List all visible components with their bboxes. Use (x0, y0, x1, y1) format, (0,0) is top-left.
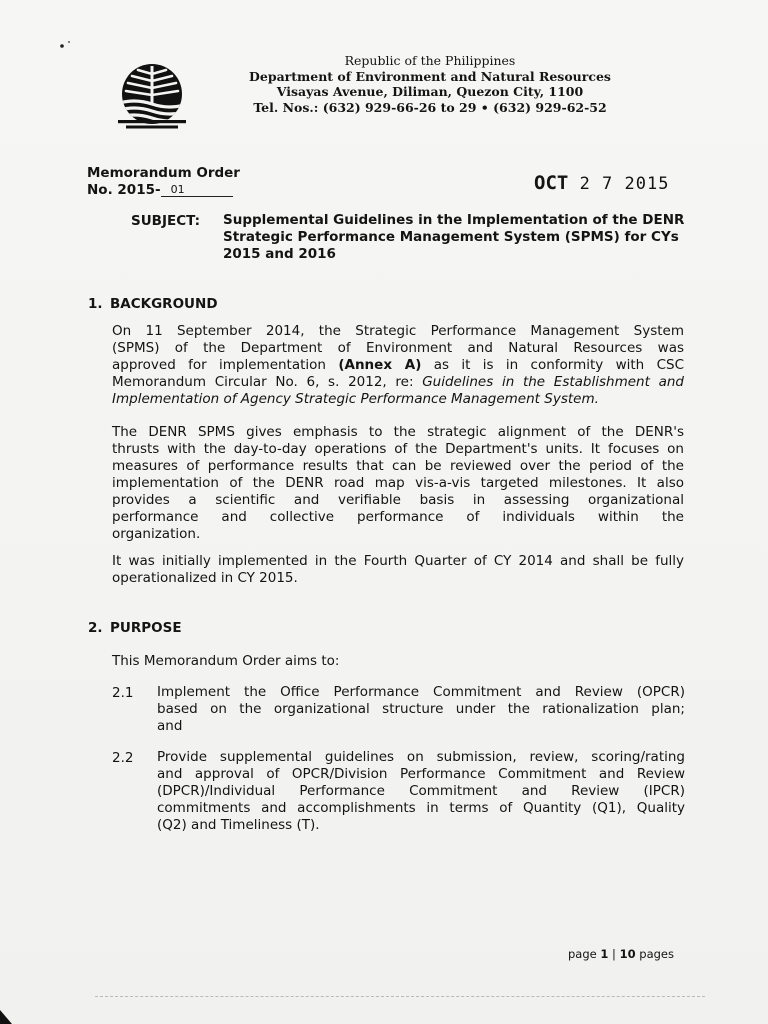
circular-title-italic: Guidelines in the Establishment and (422, 374, 684, 390)
section-title: PURPOSE (110, 620, 182, 636)
memorandum-order-heading (87, 165, 240, 199)
paragraph-line: operationalized in CY 2015. (112, 570, 298, 586)
date-day: 2 7 (579, 174, 614, 194)
list-item-number: 2.1 (112, 685, 134, 701)
scan-corner-mark (0, 1006, 14, 1024)
list-item-line: commitments and accomplishments in terms of Quantity (Q1), Quality (157, 800, 685, 816)
section-title: BACKGROUND (110, 296, 218, 312)
paragraph-line: measures of performance results that can be reviewed over the period of the (112, 458, 684, 474)
paragraph-text: as it is in conformity with CSC (421, 357, 684, 373)
list-item-2-1 (157, 684, 685, 735)
footer-page-word: page (568, 947, 601, 961)
memorandum-number-field: 01 (161, 184, 233, 197)
background-paragraph-2 (112, 424, 684, 543)
paragraph-line: provides a scientific and verifiable basis in assessing organizational (112, 492, 684, 508)
paragraph-line: The DENR SPMS gives emphasis to the strategic alignment of the DENR's (112, 424, 684, 440)
letterhead-department: Department of Environment and Natural Resources (249, 68, 611, 84)
subject-line: 2015 and 2016 (223, 246, 336, 262)
paragraph-line: This Memorandum Order aims to: (112, 653, 340, 669)
paragraph-line: On 11 September 2014, the Strategic Performance Management System (112, 323, 684, 339)
scan-speck (54, 38, 76, 52)
list-item-line: based on the organizational structure under the rationalization plan; (157, 701, 685, 717)
denr-logo-icon (112, 64, 192, 130)
list-item-line: (DPCR)/Individual Performance Commitment and Review (IPCR) (157, 783, 685, 799)
annex-a-reference: (Annex A) (338, 357, 422, 373)
paragraph-line: It was initially implemented in the Fourth Quarter of CY 2014 and shall be fully (112, 553, 684, 569)
stamped-date (534, 172, 670, 194)
page-footer (568, 947, 674, 961)
list-item-line: and (157, 718, 183, 734)
background-paragraph-3 (112, 553, 684, 587)
paragraph-line: thrusts with the day-to-day operations of the Department's units. It focuses on (112, 441, 684, 457)
bottom-divider (95, 996, 705, 997)
section-heading-purpose (88, 620, 182, 636)
paragraph-line: performance and collective performance of individuals within the (112, 509, 684, 525)
paragraph-line: Implementation of Agency Strategic Performance Management System. (112, 391, 599, 407)
footer-separator: | (608, 947, 620, 961)
paragraph-text: Memorandum Circular No. 6, s. 2012, re: (112, 374, 423, 390)
paragraph-line: organization. (112, 526, 201, 542)
paragraph-line (112, 357, 684, 374)
list-item-2-2 (157, 749, 685, 834)
list-item-line: (Q2) and Timeliness (T). (157, 817, 320, 833)
memorandum-number-prefix: No. 2015- (87, 182, 161, 198)
paragraph-text: approved for implementation (112, 357, 339, 373)
section-number: 2. (88, 620, 103, 636)
date-year: 2015 (624, 174, 670, 194)
letterhead-phone: Tel. Nos.: (632) 929-66-26 to 29 • (632) 929-62-52 (253, 99, 607, 115)
memorandum-order-number-line (87, 182, 240, 199)
letterhead-address: Visayas Avenue, Diliman, Quezon City, 1100 (276, 84, 584, 99)
footer-pages-word: pages (635, 947, 674, 961)
list-item-line: and approval of OPCR/Division Performance Commitment and Review (157, 766, 685, 782)
subject-line: Strategic Performance Management System (SPMS) for CYs (223, 229, 679, 245)
paragraph-line (112, 374, 684, 391)
date-month: OCT (534, 172, 569, 194)
letterhead-republic: Republic of the Philippines (344, 53, 516, 68)
subject-label: SUBJECT: (131, 213, 200, 229)
list-item-line: Provide supplemental guidelines on submission, review, scoring/rating (157, 749, 685, 765)
subject-text (223, 212, 693, 263)
footer-page-number: 1 (600, 947, 609, 961)
footer-total-pages: 10 (619, 947, 636, 961)
background-paragraph-1 (112, 323, 684, 408)
letterhead (230, 53, 630, 115)
section-number: 1. (88, 296, 103, 312)
section-heading-background (88, 296, 218, 312)
paragraph-line: implementation of the DENR road map vis-a-vis targeted milestones. It also (112, 475, 684, 491)
list-item-number: 2.2 (112, 750, 134, 766)
paragraph-line: (SPMS) of the Department of Environment and Natural Resources was (112, 340, 684, 356)
list-item-line: Implement the Office Performance Commitment and Review (OPCR) (157, 684, 685, 700)
memorandum-order-title: Memorandum Order (87, 165, 240, 181)
purpose-intro (112, 653, 684, 670)
subject-line: Supplemental Guidelines in the Implementation of the DENR (223, 212, 685, 228)
